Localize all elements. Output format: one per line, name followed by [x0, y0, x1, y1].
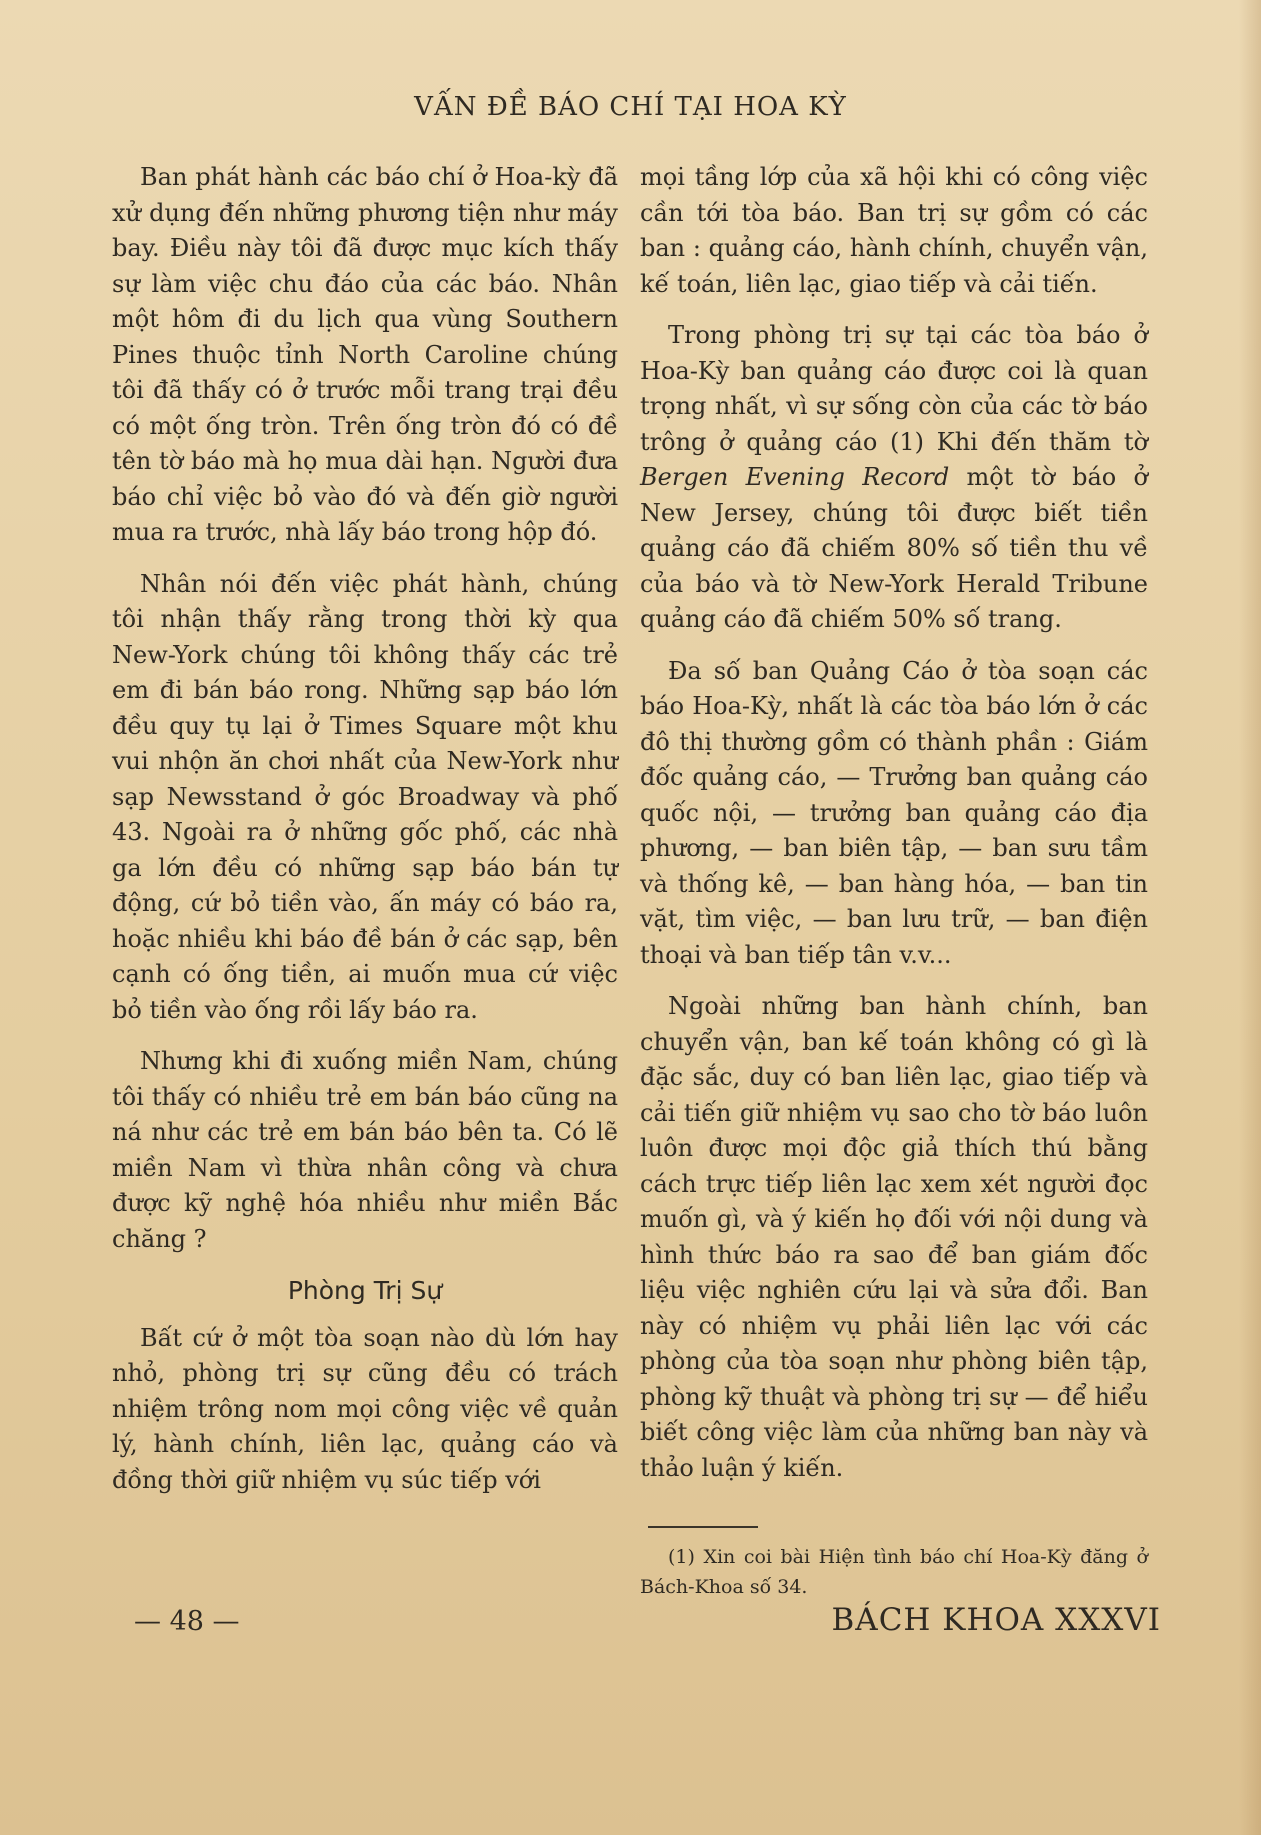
right-paragraph-3: Đa số ban Quảng Cáo ở tòa soạn các báo Hoa-Kỳ, nhất là các tòa báo lớn ở các đô thị thường gồm có thành phần : Giám đốc quảng cáo, — Trưởng ban quảng cáo quốc nội, — trưởng ban quảng cáo địa phương, — ban biên tập, — ban sưu tầm và thống kê, — ban hàng hóa, — ban tin vặt, tìm việc, — ban lưu trữ, — ban điện thoại và ban tiếp tân v.v...: [640, 656, 1148, 969]
right-paragraph-2-start: Trong phòng trị sự tại các tòa báo ở Hoa-Kỳ ban quảng cáo được coi là quan trọng nhất, vì sự sống còn của các tờ báo trông ở quảng cáo (1) Khi đến thăm tờ: [640, 321, 1148, 456]
right-paragraph-2: [640, 318, 1148, 638]
section-heading: Phòng Trị Sự: [287, 1276, 443, 1305]
footnote-divider: [648, 1526, 758, 1528]
left-paragraph-3: Nhưng khi đi xuống miền Nam, chúng tôi thấy có nhiều trẻ em bán báo cũng na ná như các trẻ em bán báo bên ta. Có lẽ miền Nam vì thừa nhân công và chưa được kỹ nghệ hóa nhiều như miền Bắc chăng ?: [112, 1047, 618, 1253]
left-paragraph-2: Nhân nói đến việc phát hành, chúng tôi nhận thấy rằng trong thời kỳ qua New-York chúng tôi không thấy các trẻ em đi bán báo rong. Những sạp báo lớn đều quy tụ lại ở Times Square một khu vui nhộn ăn chơi nhất của New-York như sạp Newsstand ở góc Broadway và phố 43. Ngoài ra ở những gốc phố, các nhà ga lớn đều có những sạp báo bán tự động, cứ bỏ tiền vào, ấn máy có báo ra, hoặc nhiều khi báo đề bán ở các sạp, bên cạnh có ống tiền, ai muốn mua cứ việc bỏ tiền vào ống rồi lấy báo ra.: [112, 569, 618, 1024]
footnote: (1) Xin coi bài Hiện tình báo chí Hoa-Kỳ đăng ở Bách-Khoa số 34.: [640, 1546, 1148, 1598]
right-paragraph-2-end: một tờ báo ở New Jersey, chúng tôi được biết tiền quảng cáo đã chiếm 80% số tiền thu về của báo và tờ New-York Herald Tribune quảng cáo đã chiếm 50% số trang.: [640, 463, 1149, 633]
left-paragraph-1: Ban phát hành các báo chí ở Hoa-kỳ đã xử dụng đến những phương tiện như máy bay. Điều này tôi đã được mục kích thấy sự làm việc chu đáo của các báo. Nhân một hôm đi du lịch qua vùng Southern Pines thuộc tỉnh North Caroline chúng tôi đã thấy có ở trước mỗi trang trại đều có một ống tròn. Trên ống tròn đó có đề tên tờ báo mà họ mua dài hạn. Người đưa báo chỉ việc bỏ vào đó và đến giờ người mua ra trước, nhà lấy báo trong hộp đó.: [112, 163, 618, 546]
newspaper-name: Bergen Evening Record: [640, 463, 950, 491]
left-paragraph-4: Bất cứ ở một tòa soạn nào dù lớn hay nhỏ, phòng trị sự cũng đều có trách nhiệm trông nom mọi công việc về quản lý, hành chính, liên lạc, quảng cáo và đồng thời giữ nhiệm vụ súc tiếp với: [112, 1323, 618, 1494]
left-column: [112, 160, 618, 1514]
page-number: — 48 —: [134, 1606, 240, 1637]
right-paragraph-4: Ngoài những ban hành chính, ban chuyển vận, ban kế toán không có gì là đặc sắc, duy có ban liên lạc, giao tiếp và cải tiến giữ nhiệm vụ sao cho tờ báo luôn luôn được mọi độc giả thích thú bằng cách trực tiếp liên lạc xem xét người đọc muốn gì, và ý kiến họ đối với nội dung và hình thức báo ra sao để ban giám đốc liệu việc nghiên cứu lại và sửa đổi. Ban này có nhiệm vụ phải liên lạc với các phòng của tòa soạn như phòng biên tập, phòng kỹ thuật và phòng trị sự — để hiểu biết công việc làm của những ban này và thảo luận ý kiến.: [640, 992, 1148, 1482]
page-edge-shadow: [1239, 0, 1261, 1835]
running-header: VẤN ĐỀ BÁO CHÍ TẠI HOA KỲ: [414, 92, 847, 122]
journal-title: BÁCH KHOA XXXVI: [831, 1602, 1161, 1638]
right-column: [640, 160, 1148, 1618]
right-paragraph-1: mọi tầng lớp của xã hội khi có công việc cần tới tòa báo. Ban trị sự gồm có các ban : quảng cáo, hành chính, chuyển vận, kế toán, liên lạc, giao tiếp và cải tiến.: [640, 163, 1148, 298]
